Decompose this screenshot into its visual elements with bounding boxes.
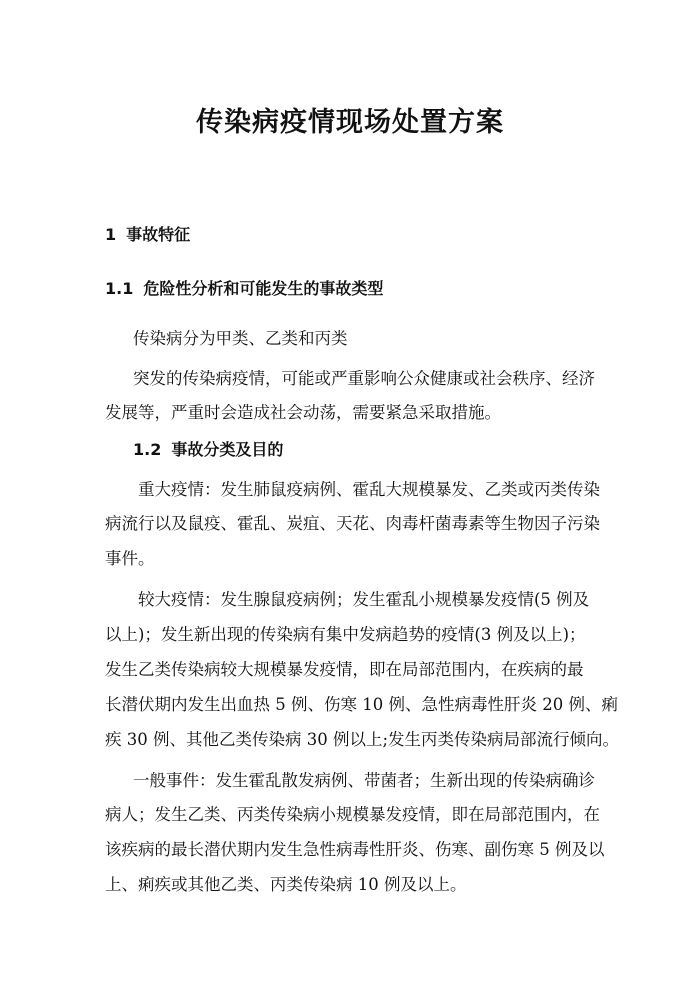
paragraph-line: 发展等，严重时会造成社会动荡，需要紧急采取措施。	[105, 403, 501, 422]
section-number: 1	[105, 225, 117, 244]
paragraph-line: 一般事件：发生霍乱散发病例、带菌者；生新出现的传染病确诊	[133, 771, 595, 790]
section-number: 1.1	[105, 279, 134, 298]
paragraph-line: 长潜伏期内发生出血热 5 例、伤寒 10 例、急性病毒性肝炎 20 例、痢	[105, 695, 618, 714]
paragraph-line: 传染病分为甲类、乙类和丙类	[133, 329, 348, 348]
document-title: 传染病疫情现场处置方案	[196, 107, 504, 138]
paragraph-line: 重大疫情：发生肺鼠疫病例、霍乱大规模暴发、乙类或丙类传染	[138, 480, 600, 499]
paragraph-line: 该疾病的最长潜伏期内发生急性病毒性肝炎、伤寒、副伤寒 5 例及以	[105, 840, 605, 859]
section-heading-1	[105, 222, 190, 245]
paragraph-line: 上、痢疾或其他乙类、丙类传染病 10 例及以上。	[105, 875, 467, 894]
paragraph-line: 发生乙类传染病较大规模暴发疫情，即在局部范围内，在疾病的最	[105, 660, 584, 679]
paragraph-line: 较大疫情：发生腺鼠疫病例；发生霍乱小规模暴发疫情(5 例及	[138, 590, 590, 609]
paragraph-line: 事件。	[105, 549, 155, 568]
paragraph-line: 病人；发生乙类、丙类传染病小规模暴发疫情，即在局部范围内，在	[105, 805, 600, 824]
section-title: 事故特征	[126, 225, 191, 244]
paragraph-line: 突发的传染病疫情，可能或严重影响公众健康或社会秩序、经济	[133, 369, 595, 388]
section-title: 危险性分析和可能发生的事故类型	[143, 279, 384, 298]
paragraph-line: 病流行以及鼠疫、霍乱、炭疽、天花、肉毒杆菌毒素等生物因子污染	[105, 514, 600, 533]
section-heading-1-2	[133, 437, 283, 460]
section-title: 事故分类及目的	[171, 440, 284, 459]
section-heading-1-1	[105, 276, 383, 299]
paragraph-line: 以上)；发生新出现的传染病有集中发病趋势的疫情(3 例及以上)；	[105, 625, 586, 644]
paragraph-line: 疾 30 例、其他乙类传染病 30 例以上;发生丙类传染病局部流行倾向。	[105, 730, 620, 749]
section-number: 1.2	[133, 440, 162, 459]
